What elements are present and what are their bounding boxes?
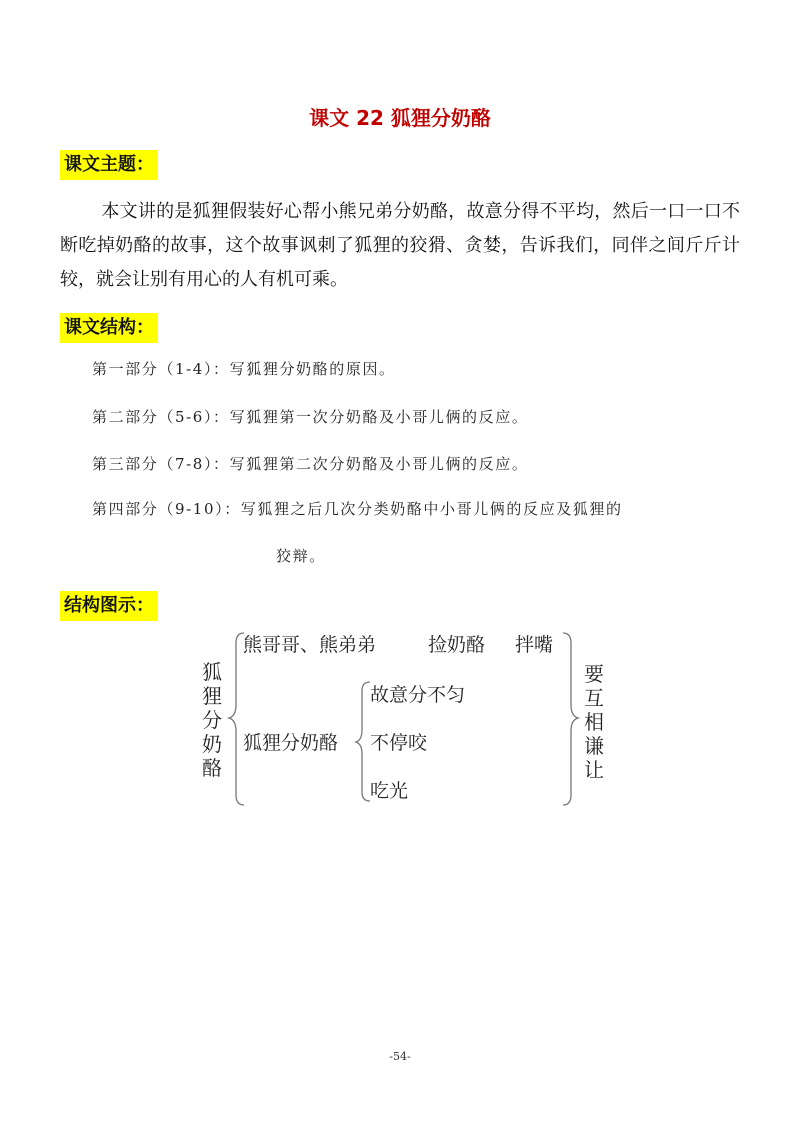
fox-action-2: 不停咬 [370, 732, 428, 754]
diagram-conclusion: 要互相谦让 [584, 662, 604, 782]
page-number: -54- [389, 1050, 411, 1063]
structure-heading: 课文结构： [60, 313, 158, 343]
part-1: 第一部分（1-4）：写狐狸分奶酪的原因。 [92, 360, 396, 378]
theme-paragraph: 本文讲的是狐狸假装好心帮小熊兄弟分奶酪，故意分得不平均，然后一口一口不断吃掉奶酪的故事，这个故事讽刺了狐狸的狡猾、贪婪，告诉我们，同伴之间斤斤计较，就会让别有用心的人有机可乘。 [60, 201, 740, 290]
sub-brace [356, 682, 370, 801]
branch-bears: 熊哥哥、熊弟弟 [243, 634, 377, 656]
fox-action-3: 吃光 [370, 780, 409, 802]
root-brace [229, 633, 244, 805]
part-4: 第四部分（9-10）：写狐狸之后几次分类奶酪中小哥儿俩的反应及狐狸的 [92, 500, 623, 518]
diagram-root: 狐狸分奶酪 [202, 660, 222, 780]
page-title: 课文 22 狐狸分奶酪 [309, 106, 491, 130]
fox-action-1: 故意分不匀 [370, 684, 466, 706]
diagram-heading: 结构图示： [60, 591, 158, 621]
branch-bears-action-2: 拌嘴 [515, 634, 554, 656]
branch-bears-action-1: 捡奶酪 [428, 634, 486, 656]
part-4-continuation: 狡辩。 [276, 547, 326, 565]
branch-fox: 狐狸分奶酪 [243, 732, 339, 754]
theme-heading: 课文主题： [60, 150, 158, 180]
part-2: 第二部分（5-6）：写狐狸第一次分奶酪及小哥儿俩的反应。 [92, 408, 529, 426]
part-3: 第三部分（7-8）：写狐狸第二次分奶酪及小哥儿俩的反应。 [92, 455, 529, 473]
conclusion-brace [563, 633, 578, 805]
